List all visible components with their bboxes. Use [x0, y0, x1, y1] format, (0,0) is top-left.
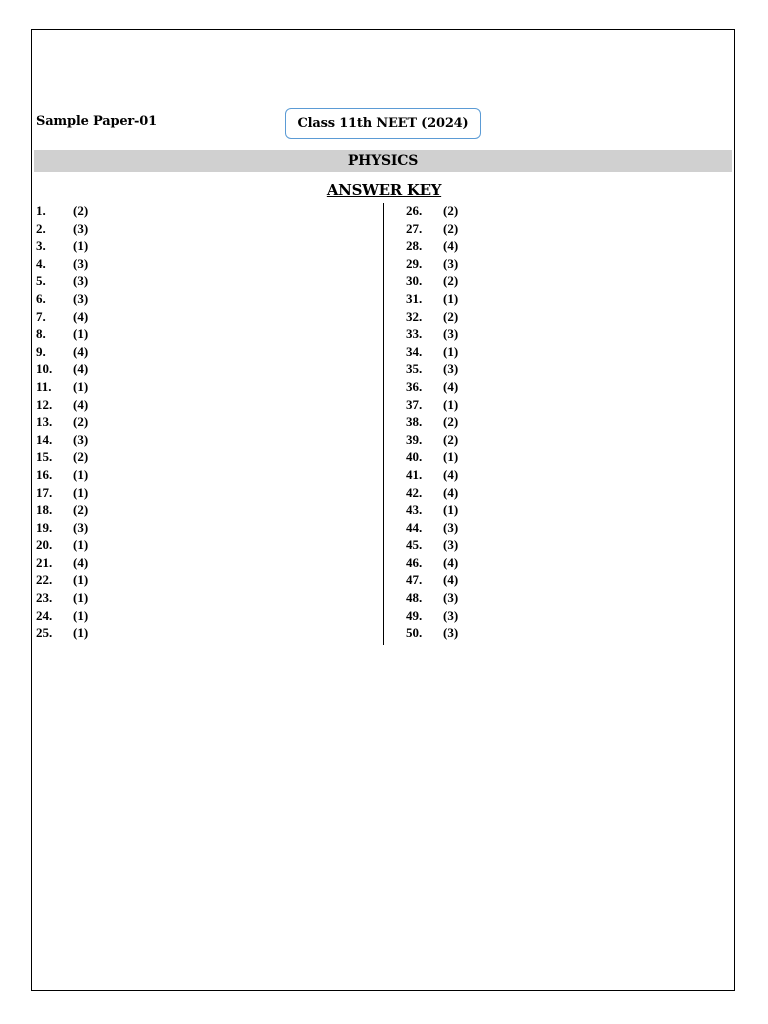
answer-row	[406, 571, 458, 589]
answer-row	[406, 378, 458, 396]
answer-option: (3)	[443, 361, 459, 377]
question-number: 24.	[36, 607, 53, 623]
answer-row	[36, 237, 88, 255]
answer-row	[406, 413, 458, 431]
answer-option: (2)	[73, 449, 89, 465]
answer-option: (4)	[443, 466, 459, 482]
answer-row	[406, 290, 458, 308]
answer-option: (1)	[73, 466, 89, 482]
question-number: 8.	[36, 326, 46, 342]
answer-option: (3)	[443, 326, 459, 342]
answer-option: (2)	[443, 220, 459, 236]
question-number: 25.	[36, 625, 53, 641]
question-number: 1.	[36, 203, 46, 218]
answer-option: (3)	[443, 590, 459, 606]
answer-row	[406, 448, 458, 466]
answer-row	[406, 237, 458, 255]
question-number: 41.	[406, 466, 423, 482]
answer-row	[406, 202, 458, 220]
answer-option: (1)	[443, 343, 459, 359]
class-badge	[285, 108, 481, 139]
question-number: 11.	[36, 378, 52, 394]
answer-option: (3)	[73, 255, 89, 271]
question-number: 6.	[36, 290, 46, 306]
answer-row	[36, 554, 88, 572]
answer-option: (3)	[443, 607, 459, 623]
answer-option: (2)	[443, 431, 459, 447]
answer-option: (1)	[73, 590, 89, 606]
answer-key-title: ANSWER KEY	[326, 181, 442, 199]
question-number: 39.	[406, 431, 423, 447]
question-number: 12.	[36, 396, 53, 412]
answer-option: (2)	[443, 273, 459, 289]
question-number: 42.	[406, 484, 423, 500]
question-number: 34.	[406, 343, 423, 359]
answer-option: (4)	[443, 378, 459, 394]
answer-row	[36, 396, 88, 414]
answer-row	[406, 519, 458, 537]
question-number: 23.	[36, 590, 53, 606]
question-number: 49.	[406, 607, 423, 623]
answers-right-column	[406, 202, 458, 642]
question-number: 50.	[406, 625, 423, 641]
answer-row	[406, 343, 458, 361]
question-number: 13.	[36, 414, 53, 430]
subject-bar	[34, 150, 732, 172]
answer-row	[406, 220, 458, 238]
answer-option: (1)	[443, 502, 459, 518]
answer-row	[36, 571, 88, 589]
column-divider	[383, 203, 384, 645]
question-number: 18.	[36, 502, 53, 518]
answer-option: (3)	[443, 519, 459, 535]
answer-row	[406, 501, 458, 519]
question-number: 48.	[406, 590, 423, 606]
question-number: 19.	[36, 519, 53, 535]
answer-row	[36, 607, 88, 625]
answer-row	[36, 325, 88, 343]
answer-row	[36, 272, 88, 290]
answer-row	[36, 290, 88, 308]
answer-option: (2)	[73, 414, 89, 430]
answer-row	[406, 431, 458, 449]
answer-option: (2)	[73, 203, 89, 218]
answer-row	[36, 343, 88, 361]
question-number: 15.	[36, 449, 53, 465]
answer-option: (4)	[73, 361, 89, 377]
question-number: 20.	[36, 537, 53, 553]
answer-row	[36, 308, 88, 326]
answer-option: (3)	[443, 537, 459, 553]
answer-option: (1)	[73, 378, 89, 394]
answer-option: (1)	[73, 572, 89, 588]
answer-row	[36, 220, 88, 238]
question-number: 36.	[406, 378, 423, 394]
answer-row	[36, 413, 88, 431]
answer-row	[406, 308, 458, 326]
question-number: 7.	[36, 308, 46, 324]
question-number: 26.	[406, 203, 423, 218]
question-number: 43.	[406, 502, 423, 518]
question-number: 40.	[406, 449, 423, 465]
paper-label: Sample Paper-01	[36, 114, 157, 129]
question-number: 30.	[406, 273, 423, 289]
question-number: 2.	[36, 220, 46, 236]
answer-option: (1)	[73, 625, 89, 641]
question-number: 38.	[406, 414, 423, 430]
answer-option: (3)	[73, 220, 89, 236]
answer-row	[406, 536, 458, 554]
question-number: 47.	[406, 572, 423, 588]
answer-option: (2)	[443, 203, 459, 218]
answer-option: (4)	[443, 238, 459, 254]
answer-option: (3)	[73, 431, 89, 447]
question-number: 33.	[406, 326, 423, 342]
question-number: 28.	[406, 238, 423, 254]
question-number: 27.	[406, 220, 423, 236]
answer-option: (1)	[443, 396, 459, 412]
question-number: 17.	[36, 484, 53, 500]
answer-option: (1)	[73, 326, 89, 342]
question-number: 4.	[36, 255, 46, 271]
answer-option: (4)	[73, 343, 89, 359]
answer-row	[406, 360, 458, 378]
answer-row	[36, 536, 88, 554]
answer-row	[406, 396, 458, 414]
question-number: 31.	[406, 290, 423, 306]
answer-row	[406, 272, 458, 290]
question-number: 35.	[406, 361, 423, 377]
question-number: 14.	[36, 431, 53, 447]
answer-row	[36, 431, 88, 449]
answer-option: (4)	[73, 396, 89, 412]
answer-row	[36, 501, 88, 519]
answer-option: (2)	[443, 414, 459, 430]
answer-option: (1)	[73, 238, 89, 254]
answer-row	[36, 519, 88, 537]
answers-left-column	[36, 202, 88, 642]
answer-option: (1)	[443, 290, 459, 306]
question-number: 3.	[36, 238, 46, 254]
answer-option: (4)	[73, 308, 89, 324]
answer-option: (4)	[443, 572, 459, 588]
question-number: 44.	[406, 519, 423, 535]
answer-row	[406, 624, 458, 642]
answer-row	[36, 255, 88, 273]
answer-row	[406, 607, 458, 625]
question-number: 37.	[406, 396, 423, 412]
answer-option: (2)	[443, 308, 459, 324]
answer-option: (2)	[73, 502, 89, 518]
answer-option: (3)	[443, 255, 459, 271]
question-number: 16.	[36, 466, 53, 482]
class-badge-label: Class 11th NEET (2024)	[297, 116, 469, 131]
question-number: 10.	[36, 361, 53, 377]
question-number: 9.	[36, 343, 46, 359]
question-number: 21.	[36, 554, 53, 570]
answer-row	[36, 448, 88, 466]
answer-row	[406, 589, 458, 607]
answer-option: (1)	[73, 537, 89, 553]
question-number: 46.	[406, 554, 423, 570]
answer-row	[406, 325, 458, 343]
answer-option: (1)	[73, 484, 89, 500]
question-number: 22.	[36, 572, 53, 588]
question-number: 5.	[36, 273, 46, 289]
question-number: 29.	[406, 255, 423, 271]
answer-option: (3)	[443, 625, 459, 641]
answer-row	[36, 589, 88, 607]
answer-row	[36, 202, 88, 220]
answer-option: (4)	[443, 484, 459, 500]
answer-row	[36, 360, 88, 378]
answer-row	[36, 466, 88, 484]
answer-row	[406, 554, 458, 572]
answer-option: (3)	[73, 290, 89, 306]
answer-row	[36, 484, 88, 502]
answer-option: (1)	[443, 449, 459, 465]
answer-row	[36, 624, 88, 642]
answer-row	[36, 378, 88, 396]
answer-option: (1)	[73, 607, 89, 623]
question-number: 45.	[406, 537, 423, 553]
answer-option: (4)	[443, 554, 459, 570]
answer-row	[406, 255, 458, 273]
answer-option: (3)	[73, 519, 89, 535]
subject-title: PHYSICS	[347, 153, 419, 169]
answer-option: (3)	[73, 273, 89, 289]
answer-row	[406, 484, 458, 502]
answer-option: (4)	[73, 554, 89, 570]
answer-row	[406, 466, 458, 484]
question-number: 32.	[406, 308, 423, 324]
